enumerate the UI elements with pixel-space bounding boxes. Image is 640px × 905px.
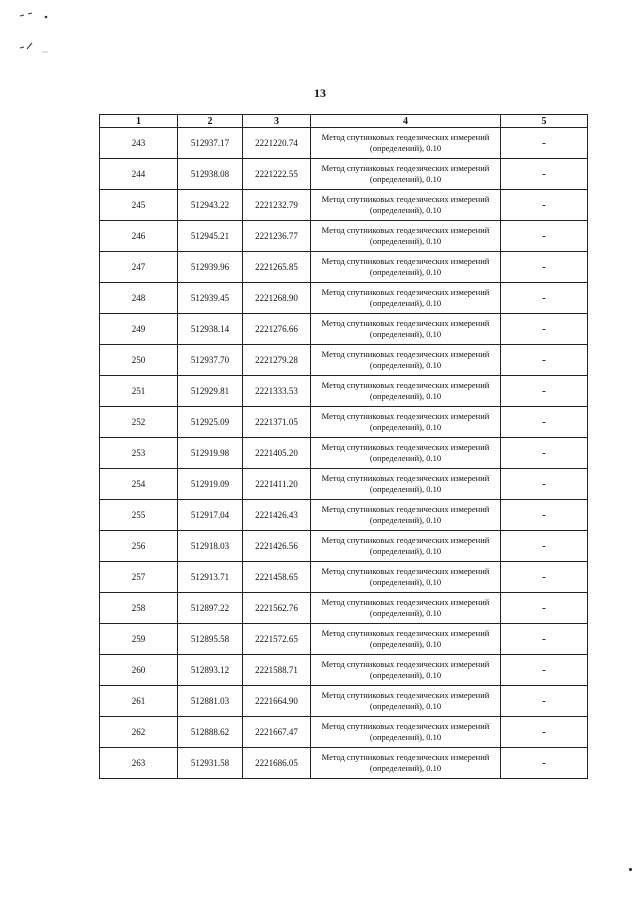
point-number-cell: 255 <box>100 500 178 531</box>
table-row <box>100 283 588 314</box>
note-cell: - <box>501 655 588 686</box>
table-row <box>100 593 588 624</box>
y-coordinate-cell: 2221236.77 <box>243 221 311 252</box>
note-cell: - <box>501 345 588 376</box>
scan-artifact-marks <box>18 10 78 60</box>
point-number-cell: 247 <box>100 252 178 283</box>
table-row <box>100 500 588 531</box>
x-coordinate-cell: 512881.03 <box>178 686 243 717</box>
y-coordinate-cell: 2221276.66 <box>243 314 311 345</box>
method-cell: Метод спутниковых геодезических измерений (определений), 0.10 <box>311 345 501 376</box>
y-coordinate-cell: 2221664.90 <box>243 686 311 717</box>
table-row <box>100 128 588 159</box>
note-cell: - <box>501 531 588 562</box>
y-coordinate-cell: 2221426.56 <box>243 531 311 562</box>
x-coordinate-cell: 512918.03 <box>178 531 243 562</box>
y-coordinate-cell: 2221268.90 <box>243 283 311 314</box>
point-number-cell: 243 <box>100 128 178 159</box>
x-coordinate-cell: 512888.62 <box>178 717 243 748</box>
y-coordinate-cell: 2221588.71 <box>243 655 311 686</box>
method-cell: Метод спутниковых геодезических измерений (определений), 0.10 <box>311 686 501 717</box>
x-coordinate-cell: 512937.70 <box>178 345 243 376</box>
x-coordinate-cell: 512943.22 <box>178 190 243 221</box>
method-cell: Метод спутниковых геодезических измерений (определений), 0.10 <box>311 717 501 748</box>
point-number-cell: 261 <box>100 686 178 717</box>
table-row <box>100 686 588 717</box>
table-row <box>100 717 588 748</box>
note-cell: - <box>501 748 588 779</box>
note-cell: - <box>501 314 588 345</box>
method-cell: Метод спутниковых геодезических измерений (определений), 0.10 <box>311 562 501 593</box>
coordinates-table <box>99 114 588 779</box>
x-coordinate-cell: 512931.58 <box>178 748 243 779</box>
method-cell: Метод спутниковых геодезических измерений (определений), 0.10 <box>311 469 501 500</box>
method-cell: Метод спутниковых геодезических измерений (определений), 0.10 <box>311 531 501 562</box>
header-col-2: 2 <box>178 115 243 128</box>
table-row <box>100 655 588 686</box>
point-number-cell: 257 <box>100 562 178 593</box>
method-cell: Метод спутниковых геодезических измерений (определений), 0.10 <box>311 190 501 221</box>
x-coordinate-cell: 512938.14 <box>178 314 243 345</box>
point-number-cell: 249 <box>100 314 178 345</box>
x-coordinate-cell: 512939.96 <box>178 252 243 283</box>
y-coordinate-cell: 2221371.05 <box>243 407 311 438</box>
y-coordinate-cell: 2221220.74 <box>243 128 311 159</box>
x-coordinate-cell: 512919.09 <box>178 469 243 500</box>
point-number-cell: 251 <box>100 376 178 407</box>
x-coordinate-cell: 512895.58 <box>178 624 243 655</box>
table-row <box>100 438 588 469</box>
note-cell: - <box>501 686 588 717</box>
table-row <box>100 562 588 593</box>
y-coordinate-cell: 2221562.76 <box>243 593 311 624</box>
page-number: 13 <box>314 86 326 100</box>
x-coordinate-cell: 512913.71 <box>178 562 243 593</box>
method-cell: Метод спутниковых геодезических измерений (определений), 0.10 <box>311 407 501 438</box>
method-cell: Метод спутниковых геодезических измерений (определений), 0.10 <box>311 159 501 190</box>
x-coordinate-cell: 512939.45 <box>178 283 243 314</box>
note-cell: - <box>501 593 588 624</box>
y-coordinate-cell: 2221333.53 <box>243 376 311 407</box>
method-cell: Метод спутниковых геодезических измерений (определений), 0.10 <box>311 376 501 407</box>
method-cell: Метод спутниковых геодезических измерений (определений), 0.10 <box>311 252 501 283</box>
x-coordinate-cell: 512929.81 <box>178 376 243 407</box>
note-cell: - <box>501 469 588 500</box>
y-coordinate-cell: 2221265.85 <box>243 252 311 283</box>
method-cell: Метод спутниковых геодезических измерений (определений), 0.10 <box>311 283 501 314</box>
point-number-cell: 256 <box>100 531 178 562</box>
table-row <box>100 159 588 190</box>
point-number-cell: 254 <box>100 469 178 500</box>
point-number-cell: 244 <box>100 159 178 190</box>
header-col-5: 5 <box>501 115 588 128</box>
x-coordinate-cell: 512897.22 <box>178 593 243 624</box>
method-cell: Метод спутниковых геодезических измерений (определений), 0.10 <box>311 500 501 531</box>
method-cell: Метод спутниковых геодезических измерений (определений), 0.10 <box>311 748 501 779</box>
point-number-cell: 250 <box>100 345 178 376</box>
method-cell: Метод спутниковых геодезических измерений (определений), 0.10 <box>311 128 501 159</box>
y-coordinate-cell: 2221222.55 <box>243 159 311 190</box>
point-number-cell: 248 <box>100 283 178 314</box>
note-cell: - <box>501 562 588 593</box>
table-row <box>100 221 588 252</box>
method-cell: Метод спутниковых геодезических измерений (определений), 0.10 <box>311 438 501 469</box>
point-number-cell: 258 <box>100 593 178 624</box>
y-coordinate-cell: 2221572.65 <box>243 624 311 655</box>
y-coordinate-cell: 2221411.20 <box>243 469 311 500</box>
method-cell: Метод спутниковых геодезических измерений (определений), 0.10 <box>311 655 501 686</box>
table-row <box>100 407 588 438</box>
table-row <box>100 252 588 283</box>
note-cell: - <box>501 438 588 469</box>
x-coordinate-cell: 512893.12 <box>178 655 243 686</box>
note-cell: - <box>501 407 588 438</box>
point-number-cell: 252 <box>100 407 178 438</box>
y-coordinate-cell: 2221405.20 <box>243 438 311 469</box>
note-cell: - <box>501 252 588 283</box>
note-cell: - <box>501 376 588 407</box>
table-header-row <box>100 115 588 128</box>
note-cell: - <box>501 500 588 531</box>
y-coordinate-cell: 2221426.43 <box>243 500 311 531</box>
x-coordinate-cell: 512937.17 <box>178 128 243 159</box>
table-row <box>100 314 588 345</box>
note-cell: - <box>501 190 588 221</box>
note-cell: - <box>501 159 588 190</box>
point-number-cell: 245 <box>100 190 178 221</box>
point-number-cell: 263 <box>100 748 178 779</box>
x-coordinate-cell: 512917.04 <box>178 500 243 531</box>
method-cell: Метод спутниковых геодезических измерений (определений), 0.10 <box>311 221 501 252</box>
y-coordinate-cell: 2221232.79 <box>243 190 311 221</box>
point-number-cell: 259 <box>100 624 178 655</box>
table-row <box>100 190 588 221</box>
y-coordinate-cell: 2221686.05 <box>243 748 311 779</box>
table-row <box>100 624 588 655</box>
y-coordinate-cell: 2221667.47 <box>243 717 311 748</box>
x-coordinate-cell: 512919.98 <box>178 438 243 469</box>
y-coordinate-cell: 2221458.65 <box>243 562 311 593</box>
x-coordinate-cell: 512938.08 <box>178 159 243 190</box>
note-cell: - <box>501 128 588 159</box>
table-row <box>100 345 588 376</box>
note-cell: - <box>501 283 588 314</box>
point-number-cell: 246 <box>100 221 178 252</box>
table-row <box>100 748 588 779</box>
note-cell: - <box>501 221 588 252</box>
point-number-cell: 262 <box>100 717 178 748</box>
header-col-4: 4 <box>311 115 501 128</box>
x-coordinate-cell: 512925.09 <box>178 407 243 438</box>
note-cell: - <box>501 717 588 748</box>
header-col-3: 3 <box>243 115 311 128</box>
point-number-cell: 260 <box>100 655 178 686</box>
point-number-cell: 253 <box>100 438 178 469</box>
method-cell: Метод спутниковых геодезических измерений (определений), 0.10 <box>311 624 501 655</box>
table-row <box>100 376 588 407</box>
note-cell: - <box>501 624 588 655</box>
y-coordinate-cell: 2221279.28 <box>243 345 311 376</box>
header-col-1: 1 <box>100 115 178 128</box>
scan-artifact-dot <box>629 868 632 871</box>
method-cell: Метод спутниковых геодезических измерений (определений), 0.10 <box>311 314 501 345</box>
x-coordinate-cell: 512945.21 <box>178 221 243 252</box>
table-row <box>100 531 588 562</box>
method-cell: Метод спутниковых геодезических измерений (определений), 0.10 <box>311 593 501 624</box>
table-row <box>100 469 588 500</box>
